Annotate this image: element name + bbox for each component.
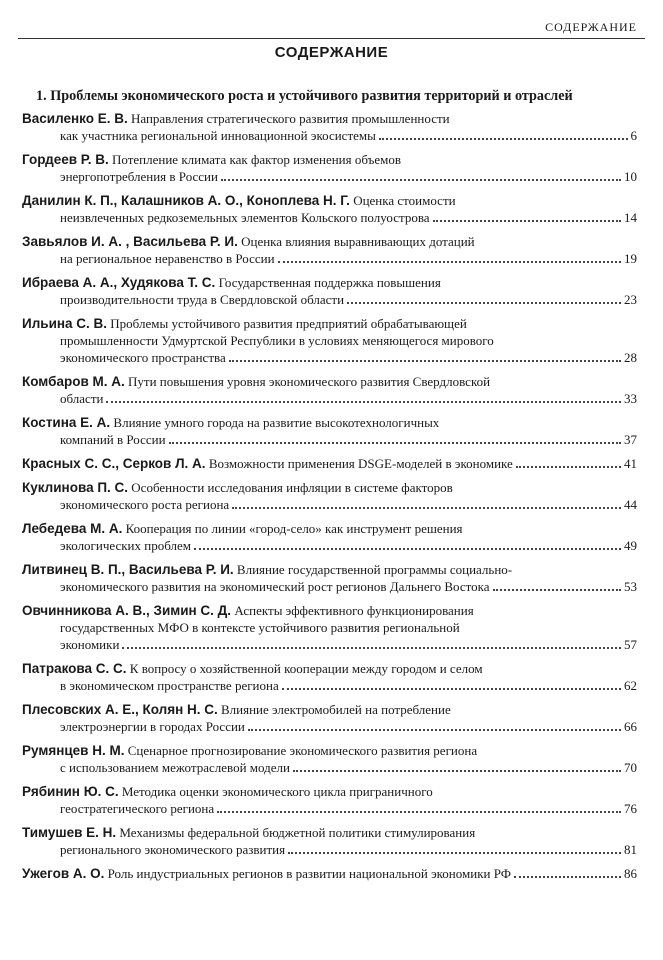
toc-entry-author: Красных С. С., Серков Л. А.	[22, 456, 206, 471]
toc-entry-text: Овчинникова А. В., Зимин С. Д. Аспекты эффективного функционирования	[22, 603, 474, 618]
toc-entry-last-line	[22, 431, 637, 448]
toc-entry-text: Куклинова П. С. Особенности исследования инфляции в системе факторов	[22, 480, 453, 495]
toc-entry-last-line	[22, 390, 637, 407]
toc-entry-text: Комбаров М. А. Пути повышения уровня экономического развития Свердловской	[22, 374, 491, 389]
toc-entry-last-line	[22, 250, 637, 267]
toc-entry-author: Комбаров М. А.	[22, 374, 125, 389]
toc-list	[22, 110, 637, 889]
toc-entry-line	[22, 561, 637, 578]
toc-entry-author: Ужегов А. О.	[22, 866, 105, 881]
toc-entry-author: Овчинникова А. В., Зимин С. Д.	[22, 603, 232, 618]
running-head: СОДЕРЖАНИЕ	[545, 20, 637, 34]
toc-entry-line	[22, 520, 637, 537]
toc-entry-text: Ильина С. В. Проблемы устойчивого развития предприятий обрабатывающей	[22, 316, 467, 331]
toc-entry-text: экологических проблем	[60, 538, 191, 553]
toc-entry[interactable]	[22, 602, 637, 653]
toc-entry-text: Ужегов А. О. Роль индустриальных регионов в развитии национальной экономики РФ	[22, 866, 511, 881]
toc-leader-dots	[232, 507, 621, 509]
toc-entry[interactable]	[22, 192, 637, 226]
toc-entry[interactable]	[22, 373, 637, 407]
toc-entry-author: Тимушев Е. Н.	[22, 825, 117, 840]
toc-leader-dots	[347, 302, 621, 304]
toc-page-number: 19	[624, 251, 637, 266]
page-title: СОДЕРЖАНИЕ	[274, 44, 389, 61]
toc-entry-author: Завьялов И. А. , Васильева Р. И.	[22, 234, 238, 249]
toc-leader-dots	[379, 138, 628, 140]
toc-page-number: 49	[624, 538, 637, 553]
toc-entry-line	[22, 783, 637, 800]
toc-entry-last-line	[22, 636, 637, 653]
toc-entry-text: на региональное неравенство в России	[60, 251, 275, 266]
toc-page-number: 44	[624, 497, 637, 512]
toc-entry-last-line	[22, 865, 637, 882]
toc-entry-line	[22, 274, 637, 291]
toc-entry[interactable]	[22, 151, 637, 185]
toc-entry-line	[22, 233, 637, 250]
header-rule	[18, 38, 645, 39]
toc-entry[interactable]	[22, 824, 637, 858]
toc-leader-dots	[248, 729, 621, 731]
toc-entry-author: Патракова С. С.	[22, 661, 127, 676]
toc-entry-text: Данилин К. П., Калашников А. О., Коноплева Н. Г. Оценка стоимости	[22, 193, 456, 208]
toc-entry-line	[22, 701, 637, 718]
toc-entry-author: Румянцев Н. М.	[22, 743, 125, 758]
toc-entry-text: Литвинец В. П., Васильева Р. И. Влияние государственной программы социально-	[22, 562, 513, 577]
toc-entry-text: Тимушев Е. Н. Механизмы федеральной бюджетной политики стимулирования	[22, 825, 476, 840]
toc-entry-text: в экономическом пространстве региона	[60, 678, 279, 693]
toc-entry-last-line	[22, 496, 637, 513]
toc-page-number: 53	[624, 579, 637, 594]
toc-entry-text: экономического пространства	[60, 350, 226, 365]
toc-leader-dots	[169, 442, 621, 444]
toc-entry-author: Куклинова П. С.	[22, 480, 129, 495]
toc-entry-last-line	[22, 677, 637, 694]
toc-entry-author: Костина Е. А.	[22, 415, 111, 430]
toc-page-number: 81	[624, 842, 637, 857]
toc-entry-text: экономического роста региона	[60, 497, 230, 512]
toc-leader-dots	[514, 876, 621, 878]
toc-page-number: 70	[624, 760, 637, 775]
toc-page-number: 28	[624, 350, 637, 365]
toc-entry-author: Литвинец В. П., Васильева Р. И.	[22, 562, 234, 577]
toc-entry-text: электроэнергии в городах России	[60, 719, 245, 734]
toc-entry-text: Лебедева М. А. Кооперация по линии «город-село» как инструмент решения	[22, 521, 463, 536]
toc-entry-line	[22, 660, 637, 677]
toc-entry[interactable]	[22, 520, 637, 554]
toc-leader-dots	[221, 179, 621, 181]
toc-entry-line	[22, 824, 637, 841]
toc-entry-line	[22, 742, 637, 759]
toc-entry[interactable]	[22, 561, 637, 595]
toc-entry-author: Ильина С. В.	[22, 316, 108, 331]
toc-entry-line	[22, 315, 637, 332]
toc-entry-last-line	[22, 168, 637, 185]
toc-page-number: 41	[624, 456, 637, 471]
toc-entry-author: Лебедева М. А.	[22, 521, 123, 536]
toc-entry-author: Гордеев Р. В.	[22, 152, 109, 167]
toc-entry-line	[22, 110, 637, 127]
toc-entry-text: производительности труда в Свердловской области	[60, 292, 345, 307]
toc-leader-dots	[278, 261, 621, 263]
toc-leader-dots	[106, 401, 621, 403]
toc-entry[interactable]	[22, 479, 637, 513]
toc-entry-line	[22, 602, 637, 619]
toc-entry-text: компаний в России	[60, 432, 166, 447]
toc-entry-line	[22, 332, 637, 349]
toc-entry-last-line	[22, 349, 637, 366]
toc-leader-dots	[282, 688, 621, 690]
toc-page-number: 33	[624, 391, 637, 406]
section-heading: 1. Проблемы экономического роста и устойчивого развития территорий и отраслей	[36, 88, 573, 104]
toc-entry[interactable]	[22, 414, 637, 448]
toc-page-number: 14	[624, 210, 637, 225]
toc-entry[interactable]	[22, 455, 637, 472]
toc-entry[interactable]	[22, 660, 637, 694]
toc-entry-author: Ибраева А. А., Худякова Т. С.	[22, 275, 216, 290]
toc-entry-text: Завьялов И. А. , Васильева Р. И. Оценка влияния выравнивающих дотаций	[22, 234, 475, 249]
toc-leader-dots	[493, 589, 621, 591]
toc-entry-text: как участника региональной инновационной экосистемы	[60, 128, 376, 143]
toc-entry[interactable]	[22, 865, 637, 882]
toc-page-number: 66	[624, 719, 637, 734]
toc-page-number: 6	[630, 128, 637, 143]
toc-entry-text: Ибраева А. А., Худякова Т. С. Государственная поддержка повышения	[22, 275, 441, 290]
toc-entry-text: геостратегического региона	[60, 801, 215, 816]
toc-page-number: 86	[624, 866, 637, 881]
toc-entry[interactable]	[22, 233, 637, 267]
toc-entry-text: государственных МФО в контексте устойчивого развития региональной	[60, 620, 460, 635]
toc-page-number: 76	[624, 801, 637, 816]
toc-entry-author: Рябинин Ю. С.	[22, 784, 119, 799]
toc-entry-author: Данилин К. П., Калашников А. О., Коноплева Н. Г.	[22, 193, 350, 208]
toc-entry-line	[22, 479, 637, 496]
toc-entry-author: Василенко Е. В.	[22, 111, 128, 126]
toc-page-number: 62	[624, 678, 637, 693]
toc-entry-text: неизвлеченных редкоземельных элементов Кольского полуострова	[60, 210, 430, 225]
toc-entry[interactable]	[22, 315, 637, 366]
toc-entry-text: Красных С. С., Серков Л. А. Возможности применения DSGE-моделей в экономике	[22, 456, 513, 471]
toc-entry-last-line	[22, 578, 637, 595]
toc-entry-text: Плесовских А. Е., Колян Н. С. Влияние электромобилей на потребление	[22, 702, 451, 717]
toc-entry-text: экономики	[60, 637, 120, 652]
toc-entry-last-line	[22, 455, 637, 472]
toc-entry-text: регионального экономического развития	[60, 842, 286, 857]
toc-entry-line	[22, 192, 637, 209]
toc-entry-last-line	[22, 841, 637, 858]
toc-entry-text: области	[60, 391, 104, 406]
toc-leader-dots	[288, 852, 621, 854]
toc-entry-last-line	[22, 291, 637, 308]
toc-page-number: 37	[624, 432, 637, 447]
toc-entry[interactable]	[22, 110, 637, 144]
toc-leader-dots	[516, 466, 621, 468]
toc-entry-text: промышленности Удмуртской Республики в условиях меняющегося мирового	[60, 333, 494, 348]
toc-entry-line	[22, 373, 637, 390]
toc-leader-dots	[122, 647, 621, 649]
toc-entry-text: энергопотребления в России	[60, 169, 218, 184]
toc-entry-text: Румянцев Н. М. Сценарное прогнозирование экономического развития региона	[22, 743, 478, 758]
toc-entry-text: Патракова С. С. К вопросу о хозяйственной кооперации между городом и селом	[22, 661, 483, 676]
toc-entry-text: Гордеев Р. В. Потепление климата как фактор изменения объемов	[22, 152, 401, 167]
toc-entry-last-line	[22, 537, 637, 554]
toc-leader-dots	[229, 360, 621, 362]
toc-entry-line	[22, 151, 637, 168]
toc-leader-dots	[194, 548, 621, 550]
toc-entry-text: Василенко Е. В. Направления стратегического развития промышленности	[22, 111, 450, 126]
toc-entry-last-line	[22, 127, 637, 144]
toc-entry-line	[22, 619, 637, 636]
toc-leader-dots	[293, 770, 621, 772]
toc-entry-text: Рябинин Ю. С. Методика оценки экономического цикла приграничного	[22, 784, 433, 799]
toc-entry[interactable]	[22, 742, 637, 776]
toc-entry-text: экономического развития на экономический рост регионов Дальнего Востока	[60, 579, 490, 594]
toc-page-number: 23	[624, 292, 637, 307]
toc-entry[interactable]	[22, 274, 637, 308]
toc-page-number: 10	[624, 169, 637, 184]
toc-entry-author: Плесовских А. Е., Колян Н. С.	[22, 702, 218, 717]
toc-entry-last-line	[22, 718, 637, 735]
toc-page-number: 57	[624, 637, 637, 652]
toc-leader-dots	[433, 220, 621, 222]
toc-entry[interactable]	[22, 783, 637, 817]
toc-entry-last-line	[22, 759, 637, 776]
toc-entry-text: Костина Е. А. Влияние умного города на развитие высокотехнологичных	[22, 415, 440, 430]
toc-entry-line	[22, 414, 637, 431]
toc-entry-last-line	[22, 209, 637, 226]
toc-leader-dots	[217, 811, 621, 813]
toc-entry-last-line	[22, 800, 637, 817]
toc-entry-text: с использованием межотраслевой модели	[60, 760, 290, 775]
toc-entry[interactable]	[22, 701, 637, 735]
